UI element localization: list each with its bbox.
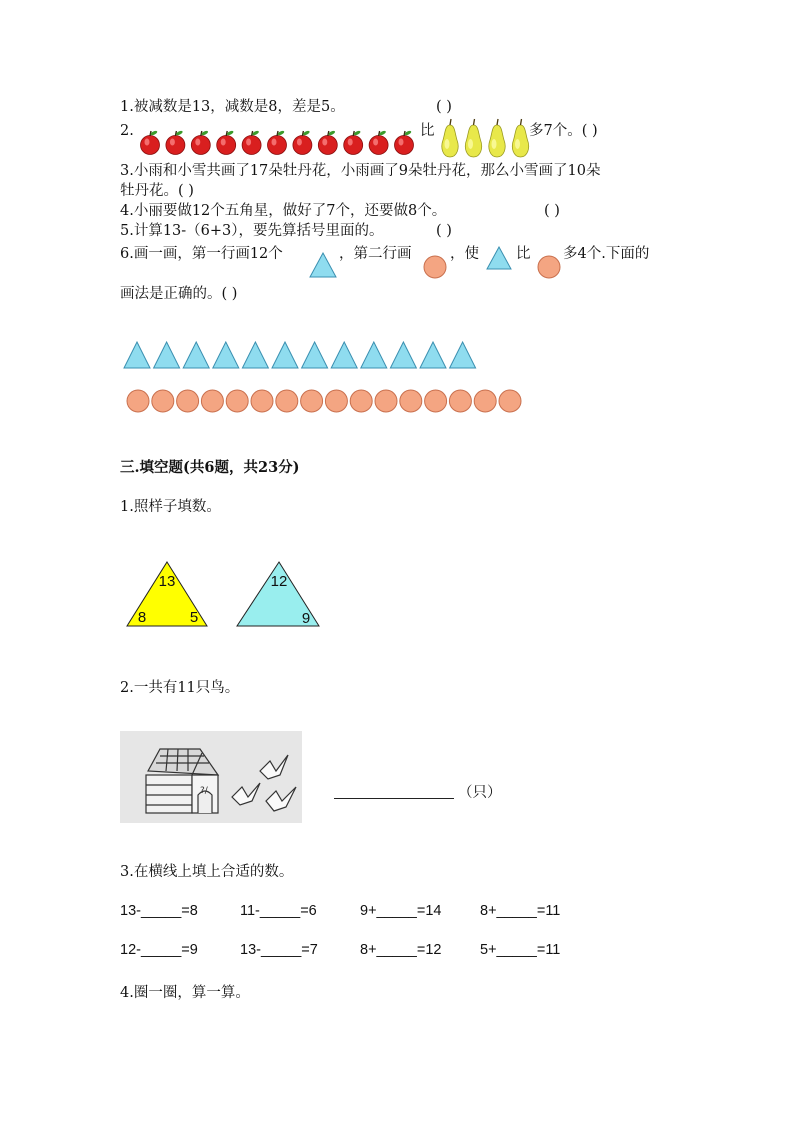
row-circle-icon bbox=[499, 390, 521, 412]
row-triangle-icon bbox=[124, 342, 150, 368]
q4-answer-paren[interactable]: ( ) bbox=[544, 203, 560, 219]
q6-circle-icon-2 bbox=[537, 255, 561, 279]
eq-r1-c3[interactable]: 9+_____=14 bbox=[360, 903, 442, 919]
row-triangle-icon bbox=[420, 342, 446, 368]
q6-text-c: ，使 bbox=[450, 246, 479, 262]
row-circle-icon bbox=[177, 390, 199, 412]
q2-bi: 比 bbox=[420, 123, 435, 139]
s3-q4-text: 4.圈一圈，算一算。 bbox=[120, 985, 250, 1001]
eq-r2-c2[interactable]: 13-_____=7 bbox=[240, 942, 318, 958]
example-triangles bbox=[125, 560, 335, 632]
row-triangle-icon bbox=[450, 342, 476, 368]
q6-text-e: 多4个.下面的 bbox=[563, 246, 650, 262]
s3-q1-text: 1.照样子填数。 bbox=[120, 499, 221, 515]
pear-icon bbox=[442, 119, 458, 157]
apple-icon bbox=[141, 130, 160, 154]
row-circle-icon bbox=[400, 390, 422, 412]
tri1-left-number: 8 bbox=[137, 609, 147, 626]
house-birds-picture bbox=[120, 731, 302, 823]
row-circle-icon bbox=[301, 390, 323, 412]
row-circle-icon bbox=[375, 390, 397, 412]
eq-r2-c3[interactable]: 8+_____=12 bbox=[360, 942, 442, 958]
apple-icon bbox=[344, 130, 363, 154]
row-circle-icon bbox=[325, 390, 347, 412]
row-triangle-icon bbox=[183, 342, 209, 368]
apple-row bbox=[138, 128, 418, 158]
pear-icon bbox=[512, 119, 528, 157]
answer-unit: （只） bbox=[458, 785, 502, 801]
row-circle-icon bbox=[201, 390, 223, 412]
q6-circle-icon bbox=[423, 255, 447, 279]
q1-text: 1.被减数是13，减数是8，差是5。 bbox=[120, 99, 345, 115]
tri2-right-number: 9 bbox=[301, 610, 311, 627]
row-triangle-icon bbox=[331, 342, 357, 368]
eq-r1-c4[interactable]: 8+_____=11 bbox=[480, 903, 561, 919]
apple-icon bbox=[293, 130, 312, 154]
q2-tail: 多7个。( ) bbox=[529, 123, 598, 139]
tri1-top-number: 13 bbox=[158, 573, 176, 590]
circle-row bbox=[120, 387, 540, 415]
eq-r2-c1[interactable]: 12-_____=9 bbox=[120, 942, 198, 958]
apple-icon bbox=[242, 130, 261, 154]
row-triangle-icon bbox=[154, 342, 180, 368]
row-circle-icon bbox=[276, 390, 298, 412]
triangle-row bbox=[120, 340, 540, 372]
row-triangle-icon bbox=[361, 342, 387, 368]
pear-icon bbox=[465, 119, 481, 157]
row-circle-icon bbox=[425, 390, 447, 412]
eq-r1-c2[interactable]: 11-_____=6 bbox=[240, 903, 317, 919]
q6-triangle-icon bbox=[309, 252, 337, 278]
answer-blank-line[interactable] bbox=[334, 798, 454, 799]
q6-line2: 画法是正确的。( ) bbox=[120, 286, 238, 302]
apple-icon bbox=[217, 130, 236, 154]
pear-row bbox=[437, 117, 533, 159]
s3-q2-text: 2.一共有11只鸟。 bbox=[120, 680, 240, 696]
eq-r1-c1[interactable]: 13-_____=8 bbox=[120, 903, 198, 919]
row-triangle-icon bbox=[390, 342, 416, 368]
row-triangle-icon bbox=[242, 342, 268, 368]
row-triangle-icon bbox=[213, 342, 239, 368]
apple-icon bbox=[369, 130, 388, 154]
pear-icon bbox=[489, 119, 505, 157]
q2-number: 2. bbox=[120, 123, 134, 139]
tri2-top-number: 12 bbox=[270, 573, 288, 590]
q3-line2: 牡丹花。( ) bbox=[120, 183, 194, 199]
q5-text: 5.计算13-（6+3），要先算括号里面的。 bbox=[120, 223, 384, 239]
row-circle-icon bbox=[152, 390, 174, 412]
row-circle-icon bbox=[449, 390, 471, 412]
q6-triangle-icon-2 bbox=[486, 246, 512, 270]
row-circle-icon bbox=[251, 390, 273, 412]
row-circle-icon bbox=[350, 390, 372, 412]
q6-text-b: ，第二行画 bbox=[339, 246, 412, 262]
q4-text: 4.小丽要做12个五角星，做好了7个，还要做8个。 bbox=[120, 203, 447, 219]
row-circle-icon bbox=[474, 390, 496, 412]
q3-line1: 3.小雨和小雪共画了17朵牡丹花，小雨画了9朵牡丹花，那么小雪画了10朵 bbox=[120, 163, 601, 179]
q6-text-d: 比 bbox=[516, 246, 531, 262]
eq-r2-c4[interactable]: 5+_____=11 bbox=[480, 942, 561, 958]
apple-icon bbox=[166, 130, 185, 154]
apple-icon bbox=[191, 130, 210, 154]
tri1-right-number: 5 bbox=[189, 609, 199, 626]
svg-text:?/: ?/ bbox=[200, 786, 208, 796]
q5-answer-paren[interactable]: ( ) bbox=[436, 223, 452, 239]
row-triangle-icon bbox=[302, 342, 328, 368]
apple-icon bbox=[395, 130, 414, 154]
row-circle-icon bbox=[226, 390, 248, 412]
q1-answer-paren[interactable]: ( ) bbox=[436, 99, 452, 115]
q6-text-a: 6.画一画，第一行画12个 bbox=[120, 246, 283, 262]
row-circle-icon bbox=[127, 390, 149, 412]
row-triangle-icon bbox=[272, 342, 298, 368]
section3-title: 三.填空题(共6题，共23分) bbox=[120, 459, 300, 476]
s3-q3-text: 3.在横线上填上合适的数。 bbox=[120, 864, 294, 880]
apple-icon bbox=[318, 130, 337, 154]
apple-icon bbox=[268, 130, 287, 154]
